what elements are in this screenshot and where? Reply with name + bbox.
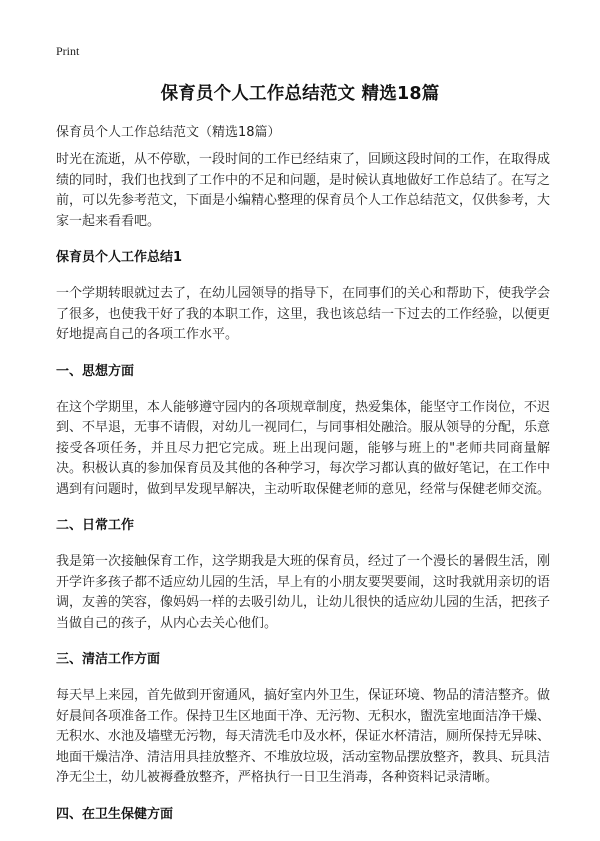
page-title: 保育员个人工作总结范文 精选18篇 [160,84,440,104]
paragraph-cleaning: 每天早上来园，首先做到开窗通风，搞好室内外卫生，保证环境、物品的清洁整齐。做好晨间各项准备工作。保持卫生区地面干净、无污物、无积水，盥洗室地面洁净干燥、无积水、水池及墙壁无污物，每天清洗毛巾及水杯，保证水杯清洁，厕所保持无异味、地面干燥洁净、清洁用具挂放整齐、不堆放垃圾，活动室物品摆放整齐，教具、玩具洁净无尘土，幼儿被褥叠放整齐，严格执行一日卫生消毒，各种资料记录清晰。 [56,688,551,785]
heading-daily-work: 二、日常工作 [56,518,135,533]
paragraph-thought: 在这个学期里，本人能够遵守园内的各项规章制度，热爱集体，能坚守工作岗位，不迟到、不早退，无事不请假，对幼儿一视同仁，与同事相处融洽。服从领导的分配，乐意接受各项任务，并且尽力把它完成。班上出现问题，能够与班上的"老师共同商量解决。积极认真的参加保育员及其他的各种学习，每次学习都认真的做好笔记，在工作中遇到有问题时，做到早发现早解决，主动听取保健老师的意见，经常与保健老师交流。 [56,399,551,497]
paragraph-daily-work: 我是第一次接触保育工作，这学期我是大班的保育员，经过了一个漫长的暑假生活，刚开学许多孩子都不适应幼儿园的生活，早上有的小朋友要哭要闹，这时我就用亲切的语调，友善的笑容，像妈妈一样的去吸引幼儿，让幼儿很快的适应幼儿园的生活，把孩子当做自己的孩子，从内心去关心他们。 [56,554,551,631]
document-body [56,150,550,841]
print-label[interactable]: Print [56,44,80,58]
page-subtitle: 保育员个人工作总结范文（精选18篇） [56,125,281,140]
section1-paragraph: 一个学期转眼就过去了，在幼儿园领导的指导下，在同事们的关心和帮助下，使我学会了很多，也使我干好了我的本职工作，这里，我也该总结一下过去的工作经验，以便更好地提高自己的各项工作水平。 [56,286,551,342]
section1-heading: 保育员个人工作总结1 [56,250,183,265]
intro-paragraph: 时光在流逝，从不停歇，一段时间的工作已经结束了，回顾这段时间的工作，在取得成绩的同时，我们也找到了工作中的不足和问题，是时候认真地做好工作总结了。在写之前，可以先参考范文，下面是小编精心整理的保育员个人工作总结范文，仅供参考，大家一起来看看吧。 [56,152,551,229]
heading-health-care: 四、在卫生保健方面 [56,806,174,822]
heading-cleaning: 三、清洁工作方面 [56,652,161,667]
heading-thought: 一、思想方面 [56,363,135,379]
